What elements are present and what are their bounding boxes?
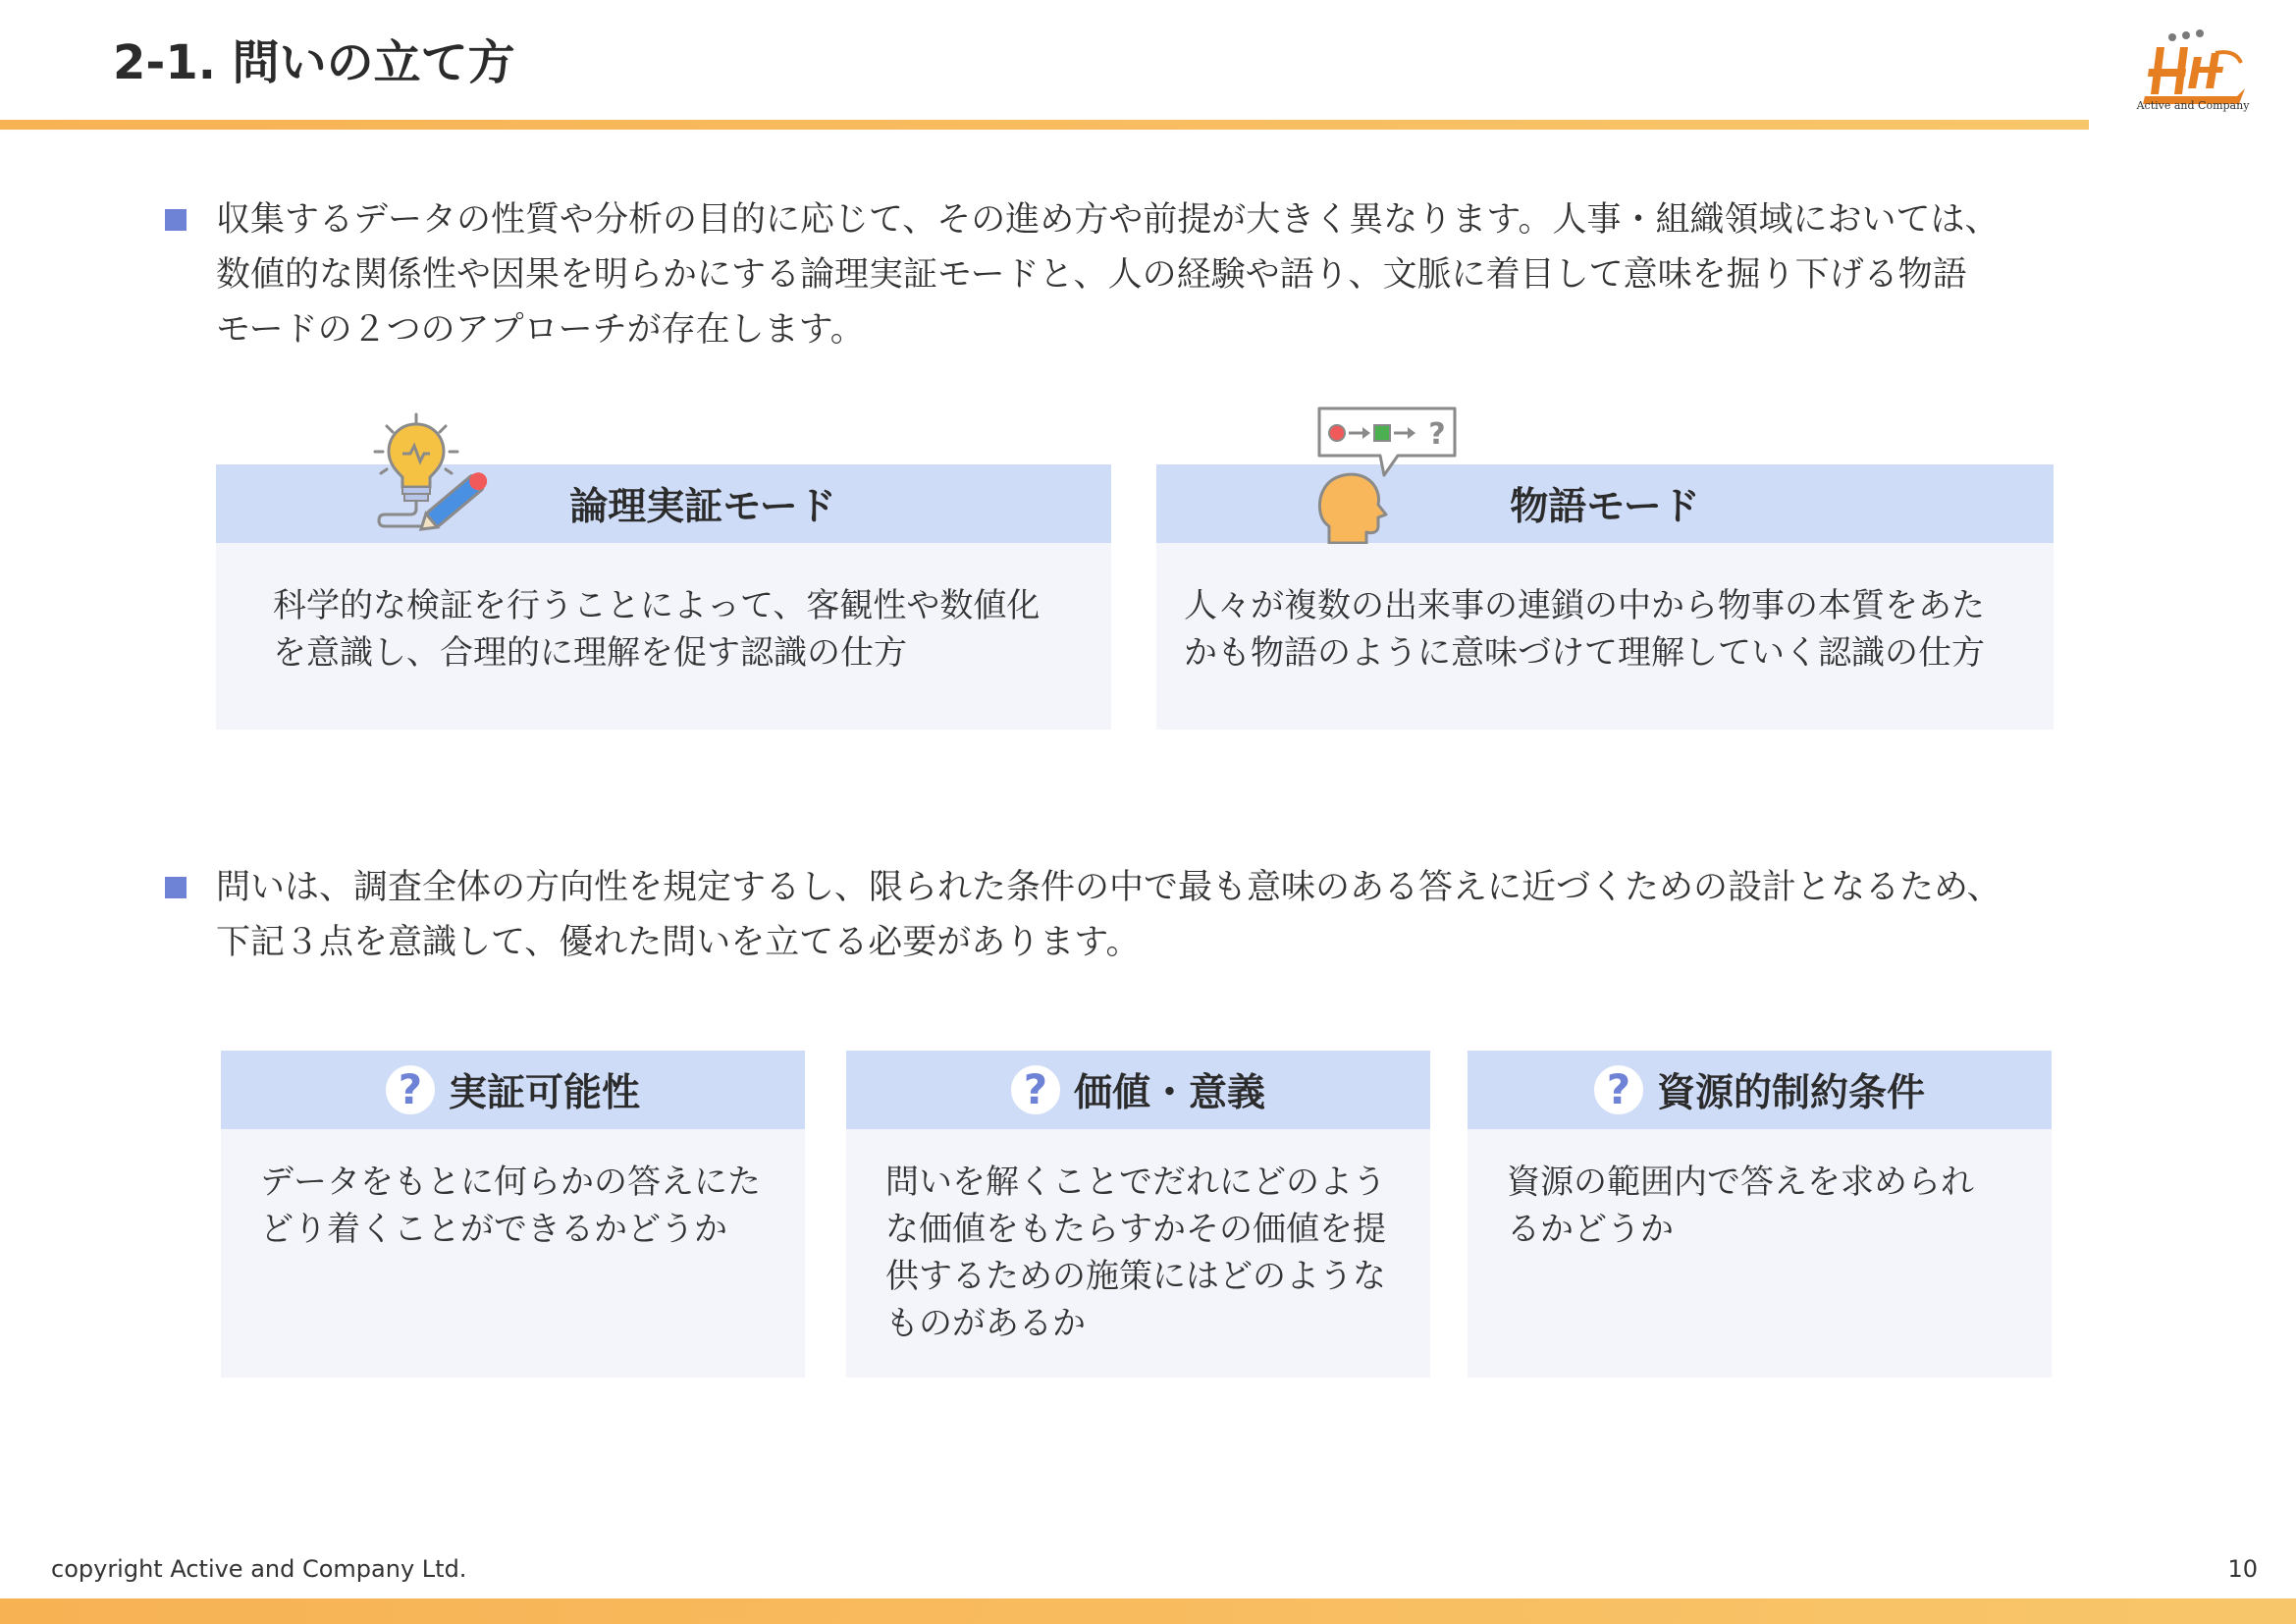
logic-mode-card-body [216,543,1111,730]
intro-paragraph [216,192,2000,357]
card-body-line: な価値をもたらすかその価値を提 [885,1210,1386,1249]
paragraph-line: 下記３点を意識して、優れた問いを立てる必要があります。 [216,923,1141,962]
card-body-line: 資源の範囲内で答えを求められ [1507,1163,1974,1202]
card-body-line: かも物語のように意味づけて理解していく認識の仕方 [1184,633,1985,673]
card-body-line: 問いを解くことでだれにどのよう [885,1163,1386,1202]
bullet-marker [165,877,187,898]
story-mode-card-body [1156,543,2054,730]
card-body-line: 供するための施策にはどのような [885,1257,1386,1296]
card-body-line: ものがあるか [885,1304,1086,1343]
story-mode-title: 物語モード [1510,485,1700,529]
criterion-title: 実証可能性 [448,1071,640,1115]
card-body-line: 人々が複数の出来事の連鎖の中から物事の本質をあた [1184,586,1985,625]
criterion-card-body [221,1129,805,1378]
footer-bar [0,1598,2296,1624]
paragraph-line: モードの２つのアプローチが存在します。 [216,310,865,350]
criterion-title: 価値・意義 [1073,1071,1265,1115]
logic-mode-card-header [216,464,1111,543]
criterion-card-header [1468,1051,2052,1129]
head-speech-bubble-icon [1315,405,1461,544]
paragraph-line: 収集するデータの性質や分析の目的に応じて、その進め方や前提が大きく異なります。人事・組織領域においては、 [216,200,2000,240]
paragraph-line: 問いは、調査全体の方向性を規定するし、限られた条件の中で最も意味のある答えに近づくための設計となるため、 [216,868,2002,907]
logic-mode-title: 論理実証モード [569,485,836,529]
criterion-card-header [221,1051,805,1129]
card-body-line: データをもとに何らかの答えにた [260,1163,761,1202]
logo-caption: Active and Company [2136,99,2250,112]
lightbulb-pencil-icon [371,410,497,532]
criterion-card-header [846,1051,1430,1129]
bullet-marker [165,209,187,231]
page-number: 10 [2227,1555,2258,1583]
criterion-title: 資源的制約条件 [1656,1071,1925,1115]
question-paragraph [216,860,2002,970]
criterion-card-body [846,1129,1430,1378]
footer-copyright: copyright Active and Company Ltd. [51,1555,467,1583]
question-mark-icon: ? [1594,1065,1643,1114]
criterion-card-body [1468,1129,2052,1378]
page-title: 2-1. 問いの立て方 [113,35,515,90]
card-body-line: るかどうか [1507,1210,1674,1249]
title-underline [0,120,2089,130]
question-mark-icon: ? [1011,1065,1060,1114]
question-mark-icon: ? [386,1065,435,1114]
card-body-line: を意識し、合理的に理解を促す認識の仕方 [273,633,907,673]
story-mode-card-header [1156,464,2054,543]
svg-text:?: ? [1428,417,1446,452]
card-body-line: 科学的な検証を行うことによって、客観性や数値化 [273,586,1041,625]
card-body-line: どり着くことができるかどうか [260,1210,727,1249]
paragraph-line: 数値的な関係性や因果を明らかにする論理実証モードと、人の経験や語り、文脈に着目して意味を掘り下げる物語 [216,255,1967,295]
